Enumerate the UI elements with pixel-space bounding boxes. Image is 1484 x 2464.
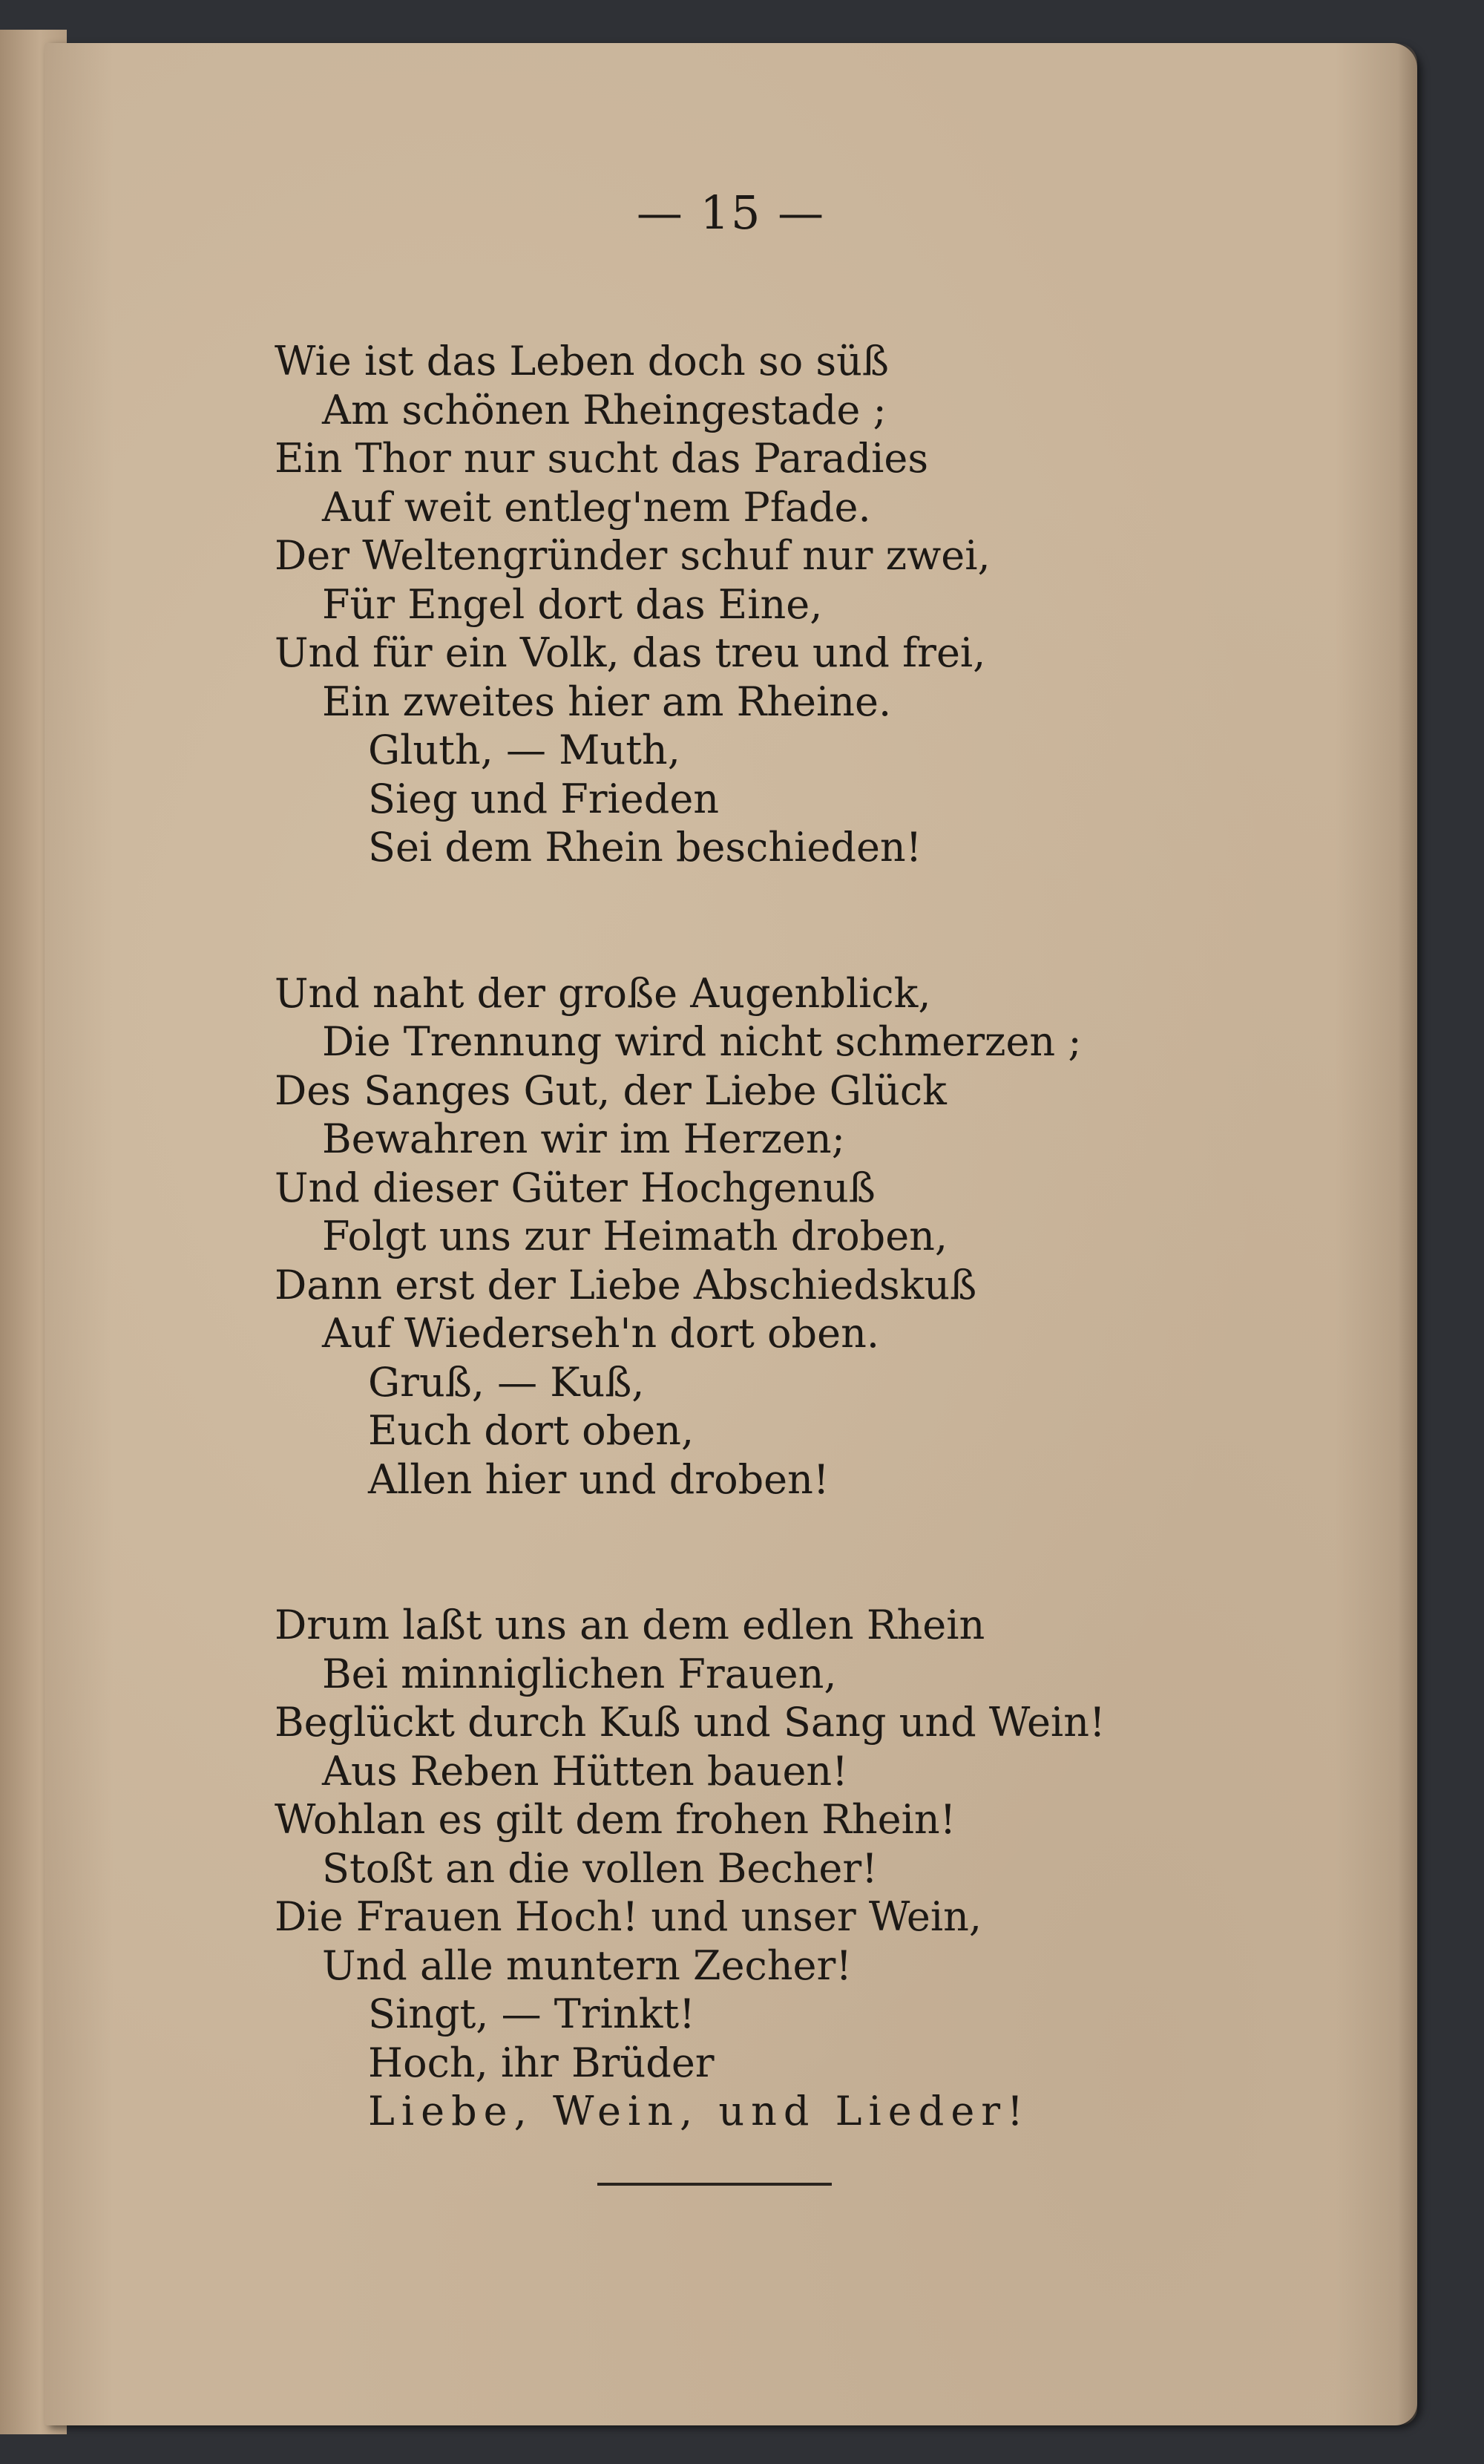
poem-line: Gruß, — Kuß, <box>368 1358 645 1406</box>
poem-line: Am schönen Rheingestade ; <box>322 386 887 433</box>
poem-line: Auf weit entleg'nem Pfade. <box>322 483 871 531</box>
poem-line: Liebe, Wein, und Lieder! <box>368 2088 1030 2134</box>
poem-line: Bewahren wir im Herzen; <box>322 1115 845 1162</box>
poem-line: Bei minniglichen Frauen, <box>322 1650 837 1697</box>
poem-line: Wohlan es gilt dem frohen Rhein! <box>275 1796 956 1843</box>
poem-line: Stoßt an die vollen Becher! <box>322 1844 878 1892</box>
poem-line: Für Engel dort das Eine, <box>322 580 823 628</box>
poem-line: Und dieser Güter Hochgenuß <box>275 1164 876 1211</box>
poem-line: Gluth, — Muth, <box>368 727 680 773</box>
poem-line: Euch dort oben, <box>368 1407 695 1454</box>
poem-line: Hoch, ihr Brüder <box>368 2039 715 2086</box>
poem-line: Auf Wiederseh'n dort oben. <box>322 1310 880 1357</box>
stanza-1 <box>275 337 1106 872</box>
poem-line: Sei dem Rhein beschieden! <box>368 824 922 871</box>
stanza-3 <box>275 1601 1106 2136</box>
poem-line: Die Frauen Hoch! und unser Wein, <box>275 1893 982 1940</box>
poem-line: Und für ein Volk, das treu und frei, <box>275 629 986 676</box>
page-number: — 15 — <box>636 186 826 240</box>
poem-line: Aus Reben Hütten bauen! <box>322 1747 848 1795</box>
poem-line: Ein Thor nur sucht das Paradies <box>275 435 929 482</box>
end-rule <box>597 2183 832 2186</box>
poem-line: Singt, — Trinkt! <box>368 1990 695 2037</box>
poem-line: Drum laßt uns an dem edlen Rhein <box>275 1602 985 1648</box>
book-page <box>45 43 1417 2425</box>
poem-line: Und alle muntern Zecher! <box>322 1942 853 1989</box>
poem-line: Ein zweites hier am Rheine. <box>322 678 892 725</box>
poem-line: Folgt uns zur Heimath droben, <box>322 1213 948 1259</box>
poem-line: Allen hier und droben! <box>368 1455 830 1503</box>
poem-line: Dann erst der Liebe Abschiedskuß <box>275 1261 977 1308</box>
poem-line: Der Weltengründer schuf nur zwei, <box>275 532 991 579</box>
poem-line: Sieg und Frieden <box>368 775 720 822</box>
poem-line: Wie ist das Leben doch so süß <box>275 338 889 384</box>
page-edge-shadow <box>1398 43 1417 2425</box>
poem-line: Die Trennung wird nicht schmerzen ; <box>322 1018 1082 1065</box>
stanza-2 <box>275 969 1106 1504</box>
poem-text <box>275 337 1106 2136</box>
poem-line: Beglückt durch Kuß und Sang und Wein! <box>275 1699 1106 1746</box>
poem-line: Und naht der große Augenblick, <box>275 969 931 1017</box>
poem-line: Des Sanges Gut, der Liebe Glück <box>275 1066 947 1114</box>
